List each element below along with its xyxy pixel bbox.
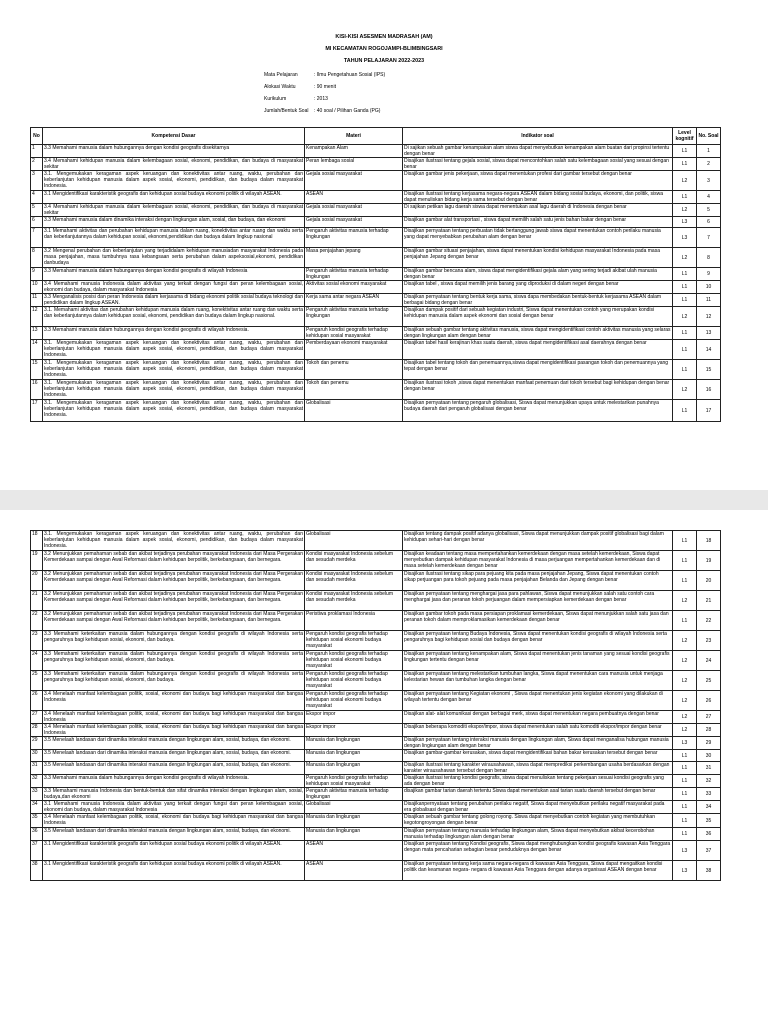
cell-level: L2 [673,591,697,611]
cell-no: 29 [31,737,43,750]
cell-level: L1 [673,762,697,775]
cell-materi: Tokoh dan penemu [305,360,403,380]
cell-level: L3 [673,228,697,248]
cell-materi: Kondisi masyarakat Indonesia sebelum dan sesudah merdeka [305,571,403,591]
cell-no: 7 [31,228,43,248]
cell-level: L3 [673,737,697,750]
cell-kompetensi: 3.5 Menelaah landasan dari dinamika interaksi manusia dengan lingkungan alam, sosial, budaya, dan ekonomi. [43,750,305,762]
cell-level: L1 [673,801,697,814]
cell-level: L1 [673,400,697,422]
cell-no: 5 [31,204,43,217]
cell-nosoal: 29 [697,737,721,750]
cell-level: L1 [673,268,697,281]
cell-materi: Manusia dan lingkungan [305,750,403,762]
cell-nosoal: 11 [697,294,721,307]
header-materi: Materi [305,128,403,145]
table-row [31,737,721,750]
cell-nosoal: 33 [697,788,721,801]
cell-indikator: Disajikan tentang dampak positif adanya globalisasi, Siswa dapat menunjukkan dampak positif globalisasi bagi dalam kehidupan sehari-hari dengan benar [403,531,673,551]
cell-level: L1 [673,281,697,294]
cell-level: L2 [673,307,697,327]
cell-level: L2 [673,171,697,191]
meta-jumlah: Jumlah/Bentuk Soal : 40 soal / Pilihan Ganda (PG) [264,108,381,114]
cell-kompetensi: 3.4 Menelaah manfaat kelembagaan politik, sosial, ekonomi dan budaya bagi kehidupan masyarakat dan bangsa Indonesia [44,711,303,723]
cell-indikator: Disajikan alat- alat komunikasi dengan berbagai merk, siswa dapat menentukan negara pembuatnya dengan benar [403,711,673,724]
table-row [31,611,721,631]
cell-materi: Peristiwa proklamasi Indonesia [305,611,403,631]
cell-level: L2 [673,671,697,691]
table-row [31,691,721,711]
meta-kurikulum: Kurikulum : 2013 [264,96,328,102]
cell-indikator: Disajikan ilustrasi tentang kerjasama negara-negara ASEAN dalam bidang sosial budaya, ekonomi, dan politik, siswa dapat menuliskan bidang kerja sama tersebut dengan benar [403,191,673,204]
cell-nosoal: 19 [697,551,721,571]
cell-indikator: Disajikan ilustrasi tentang karakter wirausahawan, siswa dapat memprediksi perkembangan usaha berdasarkan dengan karakter wirausahawan tersebut dengan benar [403,762,673,775]
cell-level: L1 [673,158,697,171]
table-row [31,145,721,158]
table-row [31,360,721,380]
cell-no: 22 [31,611,43,631]
cell-nosoal: 3 [697,171,721,191]
cell-materi: Globalisasi [305,531,403,551]
table-row [31,841,721,861]
cell-kompetensi: 3.2 Menunjukkan pemahaman sebab dan akibat terjadinya perubahan masyarakat Indonesia dari Masa Pergerakan Kemerdekaan sampai dengan Awal Reformasi dalam kehidupan berpolitik, berkebangsaan, dan bernegara. [43,591,305,611]
cell-indikator: Disajikan pernyataan tentang melestarikan tumbuhan langka, Siswa dapat menentukan cara manusia untuk menjaga kelestarian hewan dan tumbuhan langka dengan benar [403,671,673,691]
cell-indikator: Disajikan pernyataan tentang interaksi manusia dengan lingkungan alam, Siswa dapat menganalisa hubungan manusia dengan lingkungan alam dengan benar [403,737,673,750]
cell-level: L2 [673,724,697,737]
cell-no: 2 [31,158,43,171]
cell-indikator: Disajikan ilustrasi tokoh ,siswa dapat menentukan manfaat penemuan dari tokoh tersebut bagi kehidupan dengan benar dengan benar [403,380,673,400]
cell-kompetensi: 3.1 Mengidentifikasi karakteristik geografis dan kehidupan sosial budaya ekonomi politik di wilayah ASEAN. [43,191,305,204]
cell-kompetensi: 3.1. Mengemukakan keragaman aspek keruangan dan konektivitas antar ruang, waktu, perubahan dan keberlanjutan kehidupan manusia dalam aspek sosial, ekonomi, pendidikan, dan budaya dalam masyarakat Indonesia. [44,360,303,378]
cell-indikator: Disajikan ilustrasi tentang sikap para pejuang kita pada masa penjajahan Jepang, Siswa dapat menentukan contoh sikap perjuangan para tokoh pejuang pada masa penjajahan Belanda dan Jepang dengan benar [403,571,673,591]
doc-title: KISI-KISI ASESMEN MADRASAH (AM) [335,34,433,40]
cell-kompetensi: 3.2 Menunjukkan pemahaman sebab dan akibat terjadinya perubahan masyarakat Indonesia dari Masa Pergerakan Kemerdekaan sampai dengan Awal Reformasi dalam kehidupan berpolitik, berkebangsaan, dan bernegara. [43,551,305,571]
table-row [31,380,721,400]
cell-indikator: Disajikan pernyataan tentang kerja sama negara-negara di kawasan Asia Tenggara, Siswa dapat mengaitkan kondisi politik dan keamanan negara- negara di kawasan Asia Tenggara dengan adanya organisasi ASEAN dengan benar [403,861,673,881]
cell-kompetensi: 3.3 Memahami manusia dalam hubungannya dengan kondisi geografis disekitarnya [43,145,305,158]
cell-materi: Pengaruh aktivitas manusia terhadap lingkungan [305,788,403,801]
cell-no: 9 [31,268,43,281]
cell-nosoal: 12 [697,307,721,327]
table-header-row [31,128,721,145]
cell-no: 27 [31,711,43,724]
cell-kompetensi: 3.5 Menelaah landasan dari dinamika interaksi manusia dengan lingkungan alam, sosial, budaya, dan ekonomi. [43,762,305,775]
cell-indikator: Disajikan gambar bencana alam, siswa dapat mengidentifikasi gejala alam yang sering terjadi akibat ulah manusia dengan benar [403,268,673,281]
cell-nosoal: 15 [697,360,721,380]
cell-materi: Pengaruh aktivitas manusia terhadap lingkungan [305,228,403,248]
cell-nosoal: 35 [697,814,721,828]
cell-kompetensi: 3.1 Mengidentifikasi karakteristik geografis dan kehidupan sosial budaya ekonomi politik di wilayah ASEAN. [43,841,305,861]
table-row [31,340,721,360]
cell-materi: Gejala sosial masyarakat [305,171,403,191]
cell-nosoal: 2 [697,158,721,171]
cell-nosoal: 38 [697,861,721,881]
cell-level: L1 [673,611,697,631]
table-row [31,531,721,551]
cell-materi: ASEAN [305,841,403,861]
table-row [31,651,721,671]
cell-indikator: Disajikan tabel hasil kerajinan khas suatu daerah, siswa dapat mengidentifikasi asal daerahnya dengan benar [403,340,673,360]
cell-kompetensi: 3.5 Menelaah landasan dari dinamika interaksi manusia dengan lingkungan alam, sosial, budaya, dan ekonomi. [43,828,305,841]
table-row [31,400,721,422]
table-row [31,191,721,204]
table-row [31,801,721,814]
cell-no: 1 [31,145,43,158]
cell-nosoal: 32 [697,775,721,788]
table-row [31,248,721,268]
cell-indikator: Disajikan pernyataan tentang kenampakan alam, Siswa dapat menentukan jenis tanaman yang sesuai kondisi geografis lingkungan tertentu dengan benar [403,651,673,671]
cell-no: 26 [31,691,43,711]
cell-no: 24 [31,651,43,671]
table-row [31,762,721,775]
cell-nosoal: 23 [697,631,721,651]
cell-level: L1 [673,551,697,571]
meta-mapel: Mata Pelajaran : Ilmu Pengetahuan Sosial (IPS) [264,72,386,78]
cell-no: 18 [31,531,43,551]
cell-no: 33 [31,788,43,801]
cell-level: L1 [673,294,697,307]
cell-level: L1 [673,327,697,340]
cell-kompetensi: 3.2 Menunjukkan pemahaman sebab dan akibat terjadinya perubahan masyarakat Indonesia dari Masa Pergerakan Kemerdekaan sampai dengan Awal Reformasi dalam kehidupan berpolitik, berkebangsaan, dan bernegara. [43,571,305,591]
cell-kompetensi: 3.4 Memahami manusia Indonesia dalam aktivitas yang terkait dengan fungsi dan peran kelembagaan sosial, ekonomi dan budaya, dalam masyarakat Indonesia [44,281,303,293]
cell-level: L3 [673,841,697,861]
cell-level: L1 [673,750,697,762]
cell-materi: Manusia dan lingkungan [305,814,403,828]
cell-kompetensi: 3.3 Memahami manusia Indonesia dan bentuk-bentuk dan sifat dinamika interaksi dengan lingkungan alam, sosial, budaya,dan ekonomi [44,788,303,800]
table-row [31,814,721,828]
table-row [31,571,721,591]
cell-kompetensi: 3.1. Mengemukakan keragaman aspek keruangan dan konektivitas antar ruang, waktu, perubahan dan keberlanjutan kehidupan manusia dalam aspek sosial, ekonomi, pendidikan, dan budaya dalam masyarakat Indonesia. [43,400,305,422]
table-row [31,671,721,691]
cell-materi: Kondisi masyarakat Indonesia sebelum dan sesudah merdeka [305,591,403,611]
cell-nosoal: 36 [697,828,721,841]
table-row [31,327,721,340]
cell-no: 31 [31,762,43,775]
cell-nosoal: 37 [697,841,721,861]
table-row [31,294,721,307]
cell-nosoal: 18 [697,531,721,551]
cell-indikator: Disajikan tabel , siswa dapat memilih jenis barang yang diproduksi di dalam negeri dengan benar [403,281,673,294]
cell-materi: Ekspor impor [305,724,403,737]
cell-no: 15 [31,360,43,380]
cell-indikator: Disajikan pernyataan tentang Kondisi geografis, Siswa dapat menghubungkan kondisi geografis kawasan Asia Tenggara dengan mata pencaharian sebagian besar penduduknya dengan benar [403,841,673,861]
cell-nosoal: 31 [697,762,721,775]
cell-level: L1 [673,571,697,591]
cell-kompetensi: 3.1 Memahami aktivitas dan perubahan kehidupan manusia dalam ruang, konektivitas antar ruang dan waktu serta dan keberlanjutannya dalam kehidupan sosial, ekonomi,pendidikan dan budaya dalam lingkup nasional [43,228,305,248]
cell-kompetensi: 3.3 Memahami manusia dalam dinamika interaksi dengan lingkungan alam, sosial, dan budaya, dan ekonomi [43,217,305,228]
header-no: No [31,128,43,145]
cell-kompetensi: 3.3 Memahami manusia dalam hubungannya dengan kondisi geografis di wilayah Indonesia [43,268,305,281]
cell-no: 14 [31,340,43,360]
table-row [31,551,721,571]
header-kompetensi: Kompetensi Dasar [43,128,305,145]
cell-nosoal: 34 [697,801,721,814]
page-1 [0,0,768,490]
cell-kompetensi: 3.1. Mengemukakan keragaman aspek keruangan dan konektivitas antar ruang, waktu, perubahan dan keberlanjutan kehidupan manusia dalam aspek sosial, ekonomi, pendidikan, dan budaya dalam masyarakat Indonesia. [44,340,303,358]
cell-no: 12 [31,307,43,327]
cell-level: L1 [673,360,697,380]
cell-nosoal: 13 [697,327,721,340]
page-gap [0,490,768,510]
cell-no: 38 [31,861,43,881]
cell-level: L2 [673,631,697,651]
cell-nosoal: 4 [697,191,721,204]
cell-kompetensi: 3.3 Menganalisis posisi dan peran Indonesia dalam kerjasama di bidang ekonomi politik sosial budaya teknologi dan pendidikan dalam lingkup ASEAN. [44,294,303,306]
table-row [31,217,721,228]
cell-nosoal: 5 [697,204,721,217]
cell-nosoal: 17 [697,400,721,422]
cell-materi: ASEAN [305,861,403,881]
cell-materi: Kenampakan Alam [305,145,403,158]
cell-no: 16 [31,380,43,400]
table-row [31,591,721,611]
cell-materi: Manusia dan lingkungan [305,737,403,750]
cell-materi: Kondisi masyarakat Indonesia sebelum dan sesudah merdeka [305,551,403,571]
cell-indikator: Disajikan pernyataan tentang perbuatan tidak bertanggung jawab siswa dapat menentukan contoh perilaku manusia yang dapat menyebabkan perubahan alam dengan benar [403,228,673,248]
table-row [31,775,721,788]
cell-no: 19 [31,551,43,571]
cell-materi: Ekspor impor [305,711,403,724]
table-row [31,828,721,841]
cell-no: 4 [31,191,43,204]
cell-indikator: disajikan gambar tarian daerah tertentu Siswa dapat menentukan asal tarian suatu daerah tersebut dengan benar [403,788,673,801]
cell-no: 3 [31,171,43,191]
cell-indikator: Disajikan gambar situasi penjajahan, siswa dapat menentukan kondisi kehidupan masyarakat Indonesia pada masa penjajahan Jepang dengan benar [403,248,673,268]
header-level: Level kognitif [673,128,697,145]
cell-materi: Pengaruh kondisi geografis terhadap kehidupan sosial ekonomi budaya masyarakat [305,631,403,651]
academic-year: TAHUN PELAJARAN 2022-2023 [343,58,425,64]
cell-materi: Pengaruh aktivitas manusia terhadap lingkungan [305,268,403,281]
cell-kompetensi: 3.1 Mengidentifikasi karakteristik geografis dan kehidupan sosial budaya ekonomi politik di wilayah ASEAN. [43,861,305,881]
table-row [31,281,721,294]
cell-materi: Globalisasi [305,400,403,422]
cell-kompetensi: 3.4 Memahami kehidupan manusia dalam kelembagaan sosial, ekonomi, pendidikan, dan budaya di masyarakat sekitar [44,158,303,170]
cell-materi: Pengaruh aktivitas manusia terhadap lingkungan [305,307,403,327]
cell-materi: Gejala sosial masyarakat [305,204,403,217]
cell-nosoal: 20 [697,571,721,591]
cell-kompetensi: 3.1. Mengemukakan keragaman aspek keruangan dan konektivitas antar ruang, waktu, perubahan dan keberlanjutan kehidupan manusia dalam aspek sosial, ekonomi, pendidikan, dan budaya dalam masyarakat Indonesia. [44,171,303,189]
cell-no: 25 [31,671,43,691]
cell-indikator: Disajikan gambar alat transportasi , siswa dapat memilih salah satu jenis bahan bakar dengan benar [403,217,673,228]
cell-no: 35 [31,814,43,828]
cell-no: 30 [31,750,43,762]
table-row [31,268,721,281]
cell-kompetensi: 3.2 Menunjukkan pemahaman sebab dan akibat terjadinya perubahan masyarakat Indonesia dari Masa Pergerakan Kemerdekaan sampai dengan Awal Reformasi dalam kehidupan berpolitik, berkebangsaan, dan bernegara. [43,611,305,631]
cell-kompetensi: 3.1. Mengemukakan keragaman aspek keruangan dan konektivitas antar ruang, waktu, perubahan dan keberlanjutan kehidupan manusia dalam aspek sosial, ekonomi, pendidikan, dan budaya dalam masyarakat Indonesia. [44,531,303,549]
cell-materi: Aktivitas sosial ekonomi masyarakat [305,281,403,294]
cell-level: L1 [673,145,697,158]
cell-no: 10 [31,281,43,294]
cell-nosoal: 24 [697,651,721,671]
cell-nosoal: 7 [697,228,721,248]
cell-kompetensi: 3.3 Memahami keterkaitan manusia dalam hubungannya dengan kondisi geografis di wilayah Indonesia serta pengaruhnya bagi kehidupan sosial, ekonomi, dan budaya. [43,651,305,671]
cell-nosoal: 21 [697,591,721,611]
cell-kompetensi: 3.1 Memahami manusia Indonesia dalam aktivitas yang terkait dengan fungsi dan peran kelembagaan sosial, ekonomi dan budaya, dalam masyarakat Indonesia [44,801,303,813]
cell-no: 21 [31,591,43,611]
cell-kompetensi: 3.3 Memahami manusia dalam hubungannya dengan kondisi geografis di wilayah Indonesia. [43,775,305,788]
cell-nosoal: 27 [697,711,721,724]
cell-no: 6 [31,217,43,228]
cell-kompetensi: 3.1. Mengemukakan keragaman aspek keruangan dan konektivitas antar ruang, waktu, perubahan dan keberlanjutan kehidupan manusia dalam aspek sosial, ekonomi, pendidikan, dan budaya dalam masyarakat Indonesia. [44,380,303,398]
cell-level: L1 [673,814,697,828]
school-name: MI KECAMATAN ROGOJAMPI-BLIMBINGSARI [325,46,443,52]
kisi-kisi-table-page-2 [30,530,721,881]
cell-level: L2 [673,204,697,217]
cell-kompetensi: 3.3 Memahami keterkaitan manusia dalam hubungannya dengan kondisi geografis di wilayah Indonesia serta pengaruhnya bagi kehidupan sosial, ekonomi, dan budaya. [43,671,305,691]
page-2 [0,510,768,1024]
cell-indikator: Disajikan beberapa komoditi ekspor/impor, siswa dapat menentukan salah satu komoditi ekspor/impor dengan benar [403,724,673,737]
cell-indikator: Disajikan keadaan tentang masa mempertahankan kemerdekaan dengan masa setelah kemerdekaan, Siswa dapat menyebutkan dampak kehidupan masyarakat Indonesia di masa perjuangan mempertahankan kemerdekaan dan di masa setelah kemerdekaan dengan benar [403,551,673,571]
cell-indikator: Disajikan gambar-gambar kerusakan, siswa dapat mengidentifikasi bahan bakar kerusakan tersebut dengan benar [403,750,673,762]
cell-materi: Pengaruh kondisi geografis terhadap kehidupan sosial ekonomi budaya masyarakat [305,651,403,671]
cell-level: L2 [673,248,697,268]
cell-no: 36 [31,828,43,841]
cell-materi: Pengaruh kondisi geografis terhadap kehidupan sosial masyarakat [305,327,403,340]
cell-level: L2 [673,380,697,400]
cell-materi: Manusia dan lingkungan [305,762,403,775]
cell-no: 8 [31,248,43,268]
table-row [31,711,721,724]
cell-indikator: Disajikan ilustrasi tentang gejala sosial, siswa dapat mencontohkan salah satu kelembagaan sosial yang sesuai dengan benar [403,158,673,171]
cell-nosoal: 16 [697,380,721,400]
cell-materi: Pemberdayaan ekonomi masyarakat [305,340,403,360]
cell-level: L2 [673,711,697,724]
cell-materi: Pengaruh kondisi geografis terhadap kehidupan sosial ekonomi budaya masyarakat [305,691,403,711]
cell-nosoal: 25 [697,671,721,691]
cell-kompetensi: 3.5 Menelaah landasan dari dinamika interaksi manusia dengan lingkungan alam, sosial, budaya, dan ekonomi. [43,737,305,750]
cell-nosoal: 6 [697,217,721,228]
cell-materi: Manusia dan lingkungan [305,828,403,841]
cell-no: 32 [31,775,43,788]
cell-level: L1 [673,828,697,841]
cell-indikator: Disajikan pernyataan tentang menghargai jasa para pahlawan, Siswa dapat menunjukkan salah satu contoh cara menghargai jasa dan peranan tokoh perjuangan dalam mempersiapkan kemerdekaan dengan benar [403,591,673,611]
cell-no: 28 [31,724,43,737]
cell-indikator: Disajikan sebuah gambar tentang aktivitas manusia, siswa dapat mengidentifikasi contoh aktivitas manusia yang selaras dengan lingkungan alam dengan benar [404,327,671,339]
cell-nosoal: 14 [697,340,721,360]
table-row [31,750,721,762]
cell-indikator: Disajikan dampak positif dari sebuah kegiatan industri, Siswa dapat menentukan contoh yang merupakan kondisi kehidupan manusia dalam aspek ekonomi dan sosial dengan benar [403,307,673,327]
cell-materi: Kerja sama antar negara ASEAN [305,294,403,307]
cell-no: 34 [31,801,43,814]
cell-no: 20 [31,571,43,591]
table-row [31,861,721,881]
cell-materi: Peran lembaga sosial [305,158,403,171]
cell-kompetensi: 3.4 Menelaah manfaat kelembagaan politik, sosial, ekonomi dan budaya bagi kehidupan masyarakat dan bangsa Indonesia [43,691,305,711]
cell-kompetensi: 3.2 Mengenal perubahan dan keberlanjutan yang terjadidalam kehidupan manusiadan masyarakat Indonesia pada masa penjajahan, masa tumbuhnya rasa kebangsaan serta perubahan dalam aspeksosial,ekonomi, pendidikan danbudaya [44,248,303,266]
kisi-kisi-table-page-1 [30,127,721,422]
cell-materi: ASEAN [305,191,403,204]
cell-kompetensi: 3.4 Menelaah manfaat kelembagaan politik, sosial, ekonomi dan budaya bagi kehidupan masyarakat dan bangsa Indonesia [44,724,303,736]
table-row [31,204,721,217]
cell-level: L1 [673,340,697,360]
cell-level: L1 [673,191,697,204]
cell-materi: Pengaruh kondisi geografis terhadap kehidupan sosial ekonomi budaya masyarakat [305,671,403,691]
table-row [31,228,721,248]
cell-kompetensi: 3.3 Memahami manusia dalam hubungannya dengan kondisi geografis di wilayah Indonesia. [43,327,305,340]
cell-materi: Tokoh dan penemu [305,380,403,400]
cell-kompetensi: 3.4 Memahami kehidupan manusia dalam kelembagaan sosial, ekonomi, pendidikan, dan budaya di masyarakat sekitar [44,204,303,216]
table-row [31,158,721,171]
cell-kompetensi: 3.3 Memahami keterkaitan manusia dalam hubungannya dengan kondisi geografis di wilayah Indonesia serta pengaruhnya bagi kehidupan sosial, ekonomi, dan budaya. [43,631,305,651]
cell-nosoal: 26 [697,691,721,711]
cell-indikator: Disajikan sebuah gambar tentang golong royong. Siswa dapat menyebutkan contoh kegiatan yang membutuhkan kegotongroyongan dengan benar [403,814,673,828]
cell-indikator: Di sajikan sebuah gambar kenampakan alam siswa dapat menyebutkan kenampakan alam buatan dari propinsi tertentu dengan benar [403,145,673,158]
cell-kompetensi: 3.4 Menelaah manfaat kelembagaan politik, sosial, ekonomi dan budaya bagi kehidupan masyarakat dan bangsa Indonesia [44,814,303,826]
header-indikator: Indikator soal [403,128,673,145]
cell-indikator: Disajikan gambar jenis pekerjaan, siswa dapat menentukan profesi dari gambar tersebut dengan benar [403,171,673,191]
cell-indikator: Disajikan pernyataan tentang Kegiatan ekonomi , Siswa dapat menentukan jenis kegiatan ekonomi yang dilakukan di wilayah tertentu dengan benar [403,691,673,711]
cell-nosoal: 10 [697,281,721,294]
cell-materi: Pengaruh kondisi geografis terhadap kehidupan sosial masyarakat [305,775,403,788]
cell-no: 13 [31,327,43,340]
cell-no: 37 [31,841,43,861]
cell-materi: Globalisasi [305,801,403,814]
cell-level: L2 [673,691,697,711]
cell-nosoal: 1 [697,145,721,158]
cell-materi: Gejala sosial masyarakat [305,217,403,228]
cell-nosoal: 30 [697,750,721,762]
cell-indikator: Disajikan tabel tentang tokoh dan penemuannya,siswa dapat mengidentifikasi pasangan tokoh dan penemuannya yang tepat dengan benar [403,360,673,380]
cell-materi: Masa penjajahan jepang [305,248,403,268]
cell-level: L2 [673,651,697,671]
cell-no: 17 [31,400,43,422]
cell-no: 11 [31,294,43,307]
cell-nosoal: 22 [697,611,721,631]
cell-indikator: Disajikan pernyataan tentang manusia terhadap lingkungan alam, Siswa dapat menyebutkan akibat kecerobohan manusia terhadap lingkungan alam dengan benar [403,828,673,841]
cell-no: 23 [31,631,43,651]
cell-nosoal: 28 [697,724,721,737]
cell-indikator: Disajikan pernyataan tentang Budaya Indonesia, Siswa dapat menentukan kondisi geografis di wilayah Indonesia serta pengaruhnya bagi kehidupan sosial dan budaya dengan benar [403,631,673,651]
cell-nosoal: 8 [697,248,721,268]
table-row [31,788,721,801]
header-nosoal: No. Soal [697,128,721,145]
cell-level: L3 [673,861,697,881]
cell-indikator: Disajikan pernyataan tentang pengaruh globalisasi, Siswa dapat menunjukkan upaya untuk melestarikan punahnya budaya daerah dari pengaruh globalisasi dengan benar [403,400,673,422]
cell-kompetensi: 3.1. Memahami aktivitas dan perubahan kehidupan manusia dalam ruang, konektivitas antar ruang dan waktu serta dan keberlanjutannya dalam kehidupan sosial, ekonomi, pendidikan dan budaya dalam lingkup nasional. [43,307,305,327]
cell-indikator: Disajikanpernyataan tentang perubahan perilaku negatif, Siswa dapat menyebutkan perilaku negatif masyarakat pada era globalisasi dengan benar [403,801,673,814]
cell-indikator: Disajikan gambar tokoh pada masa persiapan proklamasi kemerdekaan, Siswa dapat menunjukkan salah satu jasa dan peranan tokoh dalam memproklamasikan kemerdekaan dengan benar [403,611,673,631]
table-row [31,307,721,327]
cell-nosoal: 9 [697,268,721,281]
cell-indikator: Disajikan pernyataan tentang bentuk kerja sama, siswa dapa membedakan bentuk-bentuk kerjasama ASEAN dalam berbagai bidang dengan benar [403,294,673,307]
cell-level: L3 [673,217,697,228]
cell-level: L1 [673,788,697,801]
table-row [31,724,721,737]
table-row [31,171,721,191]
cell-indikator: Disajikan ilustrasi tentang kondisi geografis, siswa dapat menuliskan tentang pekerjaan sesuai kondisi geografis yang ada dengan benar [403,775,673,788]
cell-indikator: Di sajikan petikan lagu daerah siswa dapat menentukan asal lagu daerah di Indonesia dengan benar [403,204,673,217]
meta-waktu: Alokasi Waktu : 90 menit [264,84,336,90]
cell-level: L1 [673,531,697,551]
table-row [31,631,721,651]
cell-level: L1 [673,775,697,788]
